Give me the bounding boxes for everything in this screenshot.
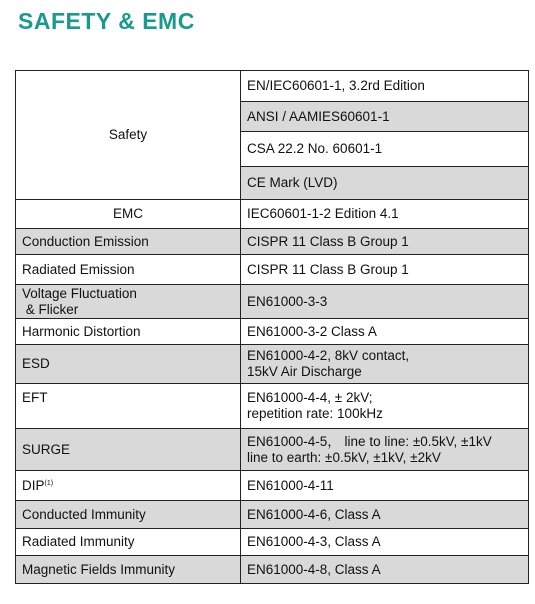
table-row xyxy=(16,556,529,584)
row-label: Magnetic Fields Immunity xyxy=(16,556,241,584)
row-label: SURGE xyxy=(16,429,241,471)
safety-label: Safety xyxy=(16,71,241,200)
row-value: EN61000-3-3 xyxy=(241,285,529,319)
row-value-line: EN61000-4-2, 8kV contact, xyxy=(247,348,410,363)
row-value: IEC60601-1-2 Edition 4.1 xyxy=(241,200,529,229)
row-label-line: & Flicker xyxy=(22,301,79,317)
row-label xyxy=(16,285,241,319)
row-label: Harmonic Distortion xyxy=(16,319,241,345)
table-row xyxy=(16,429,529,471)
row-value-line: EN61000-4-5， line to line: ±0.5kV, ±1kV xyxy=(247,433,492,449)
row-value xyxy=(241,384,529,429)
safety-value: CE Mark (LVD) xyxy=(241,167,529,200)
row-label: Conduction Emission xyxy=(16,229,241,255)
row-label: EFT xyxy=(16,384,241,429)
page-title: SAFETY & EMC xyxy=(18,8,195,34)
row-value-line: repetition rate: 100kHz xyxy=(247,406,383,421)
table-row xyxy=(16,319,529,345)
dip-label: DIP xyxy=(22,477,45,493)
row-value xyxy=(241,429,529,471)
table-row xyxy=(16,345,529,384)
table-row xyxy=(16,200,529,229)
row-label-line: Voltage Fluctuation xyxy=(22,285,137,301)
table-row xyxy=(16,71,529,102)
table-row xyxy=(16,529,529,556)
row-label: Radiated Immunity xyxy=(16,529,241,556)
table-row xyxy=(16,255,529,285)
safety-value: EN/IEC60601-1, 3.2rd Edition xyxy=(241,71,529,102)
row-value: CISPR 11 Class B Group 1 xyxy=(241,229,529,255)
safety-value: ANSI / AAMIES60601-1 xyxy=(241,102,529,132)
row-label: EMC xyxy=(16,200,241,229)
row-label: Conducted Immunity xyxy=(16,501,241,529)
safety-value: CSA 22.2 No. 60601-1 xyxy=(241,132,529,167)
row-value-line: 15kV Air Discharge xyxy=(247,364,362,379)
row-label: Radiated Emission xyxy=(16,255,241,285)
row-label: ESD xyxy=(16,345,241,384)
table-row xyxy=(16,285,529,319)
table-row xyxy=(16,501,529,529)
row-value: EN61000-3-2 Class A xyxy=(241,319,529,345)
row-value xyxy=(241,345,529,384)
row-value-line: EN61000-4-4, ± 2kV; xyxy=(247,390,373,405)
row-value: EN61000-4-11 xyxy=(241,471,529,501)
row-value: CISPR 11 Class B Group 1 xyxy=(241,255,529,285)
table-row xyxy=(16,471,529,501)
footnote-marker: (1) xyxy=(44,479,54,487)
row-value: EN61000-4-3, Class A xyxy=(241,529,529,556)
row-value: EN61000-4-6, Class A xyxy=(241,501,529,529)
safety-emc-table xyxy=(15,70,529,584)
table-row xyxy=(16,229,529,255)
row-value-line: line to earth: ±0.5kV, ±1kV, ±2kV xyxy=(247,449,441,465)
row-value: EN61000-4-8, Class A xyxy=(241,556,529,584)
row-label xyxy=(16,471,241,501)
table-row xyxy=(16,384,529,429)
